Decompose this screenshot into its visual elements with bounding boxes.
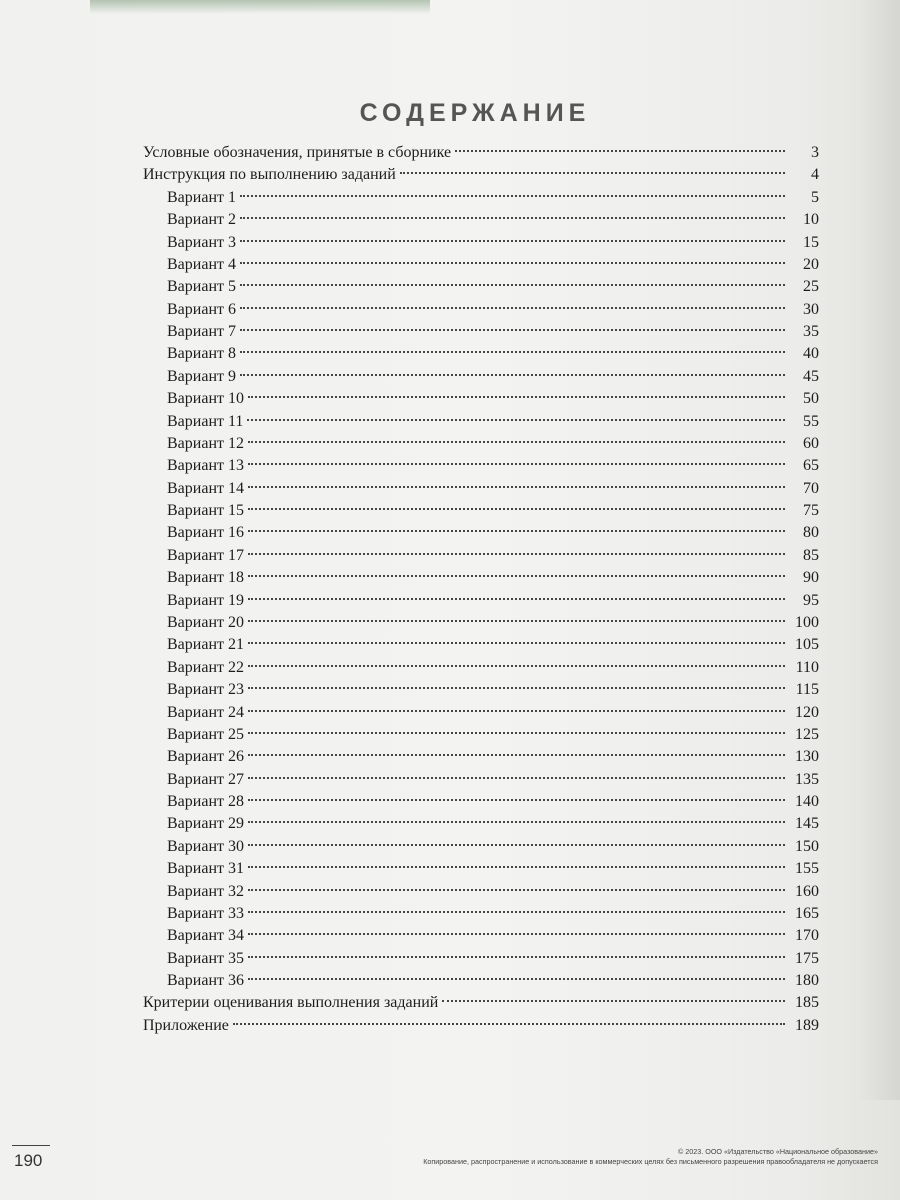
toc-variant-entry[interactable]	[167, 612, 819, 634]
toc-dot-leader	[248, 486, 785, 488]
toc-variant-entry[interactable]	[167, 948, 819, 970]
toc-section-entry[interactable]	[143, 142, 819, 164]
toc-variant-entry[interactable]	[167, 388, 819, 410]
copyright-line-publisher: © 2023. ООО «Издательство «Национальное образование»	[677, 1147, 878, 1156]
toc-entry-label: Вариант 34	[167, 927, 244, 945]
toc-variant-entry[interactable]	[167, 746, 819, 768]
toc-entry-page: 175	[795, 949, 819, 967]
toc-entry-label: Вариант 14	[167, 479, 244, 497]
toc-dot-leader	[248, 754, 785, 756]
toc-entry-page: 50	[803, 390, 819, 408]
toc-entry-label: Вариант 24	[167, 703, 244, 721]
toc-entry-label: Вариант 30	[167, 837, 244, 855]
toc-entry-label: Условные обозначения, принятые в сборнике	[143, 144, 452, 161]
toc-entry-page: 35	[803, 323, 819, 341]
toc-variant-entry[interactable]	[167, 276, 819, 298]
toc-dot-leader	[247, 419, 785, 421]
toc-entry-page: 25	[803, 278, 819, 296]
toc-section-entry[interactable]	[143, 164, 819, 186]
toc-variant-entry[interactable]	[167, 813, 819, 835]
toc-dot-leader	[248, 889, 785, 891]
toc-variant-entry[interactable]	[167, 522, 819, 544]
toc-variant-entry[interactable]	[167, 634, 819, 656]
toc-entry-page: 140	[795, 793, 819, 811]
toc-entry-label: Вариант 28	[167, 793, 244, 811]
toc-variant-entry[interactable]	[167, 321, 819, 343]
toc-entry-label: Вариант 19	[167, 591, 244, 609]
toc-entry-label: Вариант 22	[167, 658, 244, 676]
toc-entry-page: 120	[795, 703, 819, 721]
toc-dot-leader	[248, 553, 785, 555]
toc-entry-label: Вариант 23	[167, 681, 244, 699]
toc-entry-page: 155	[795, 860, 819, 878]
toc-variant-entry[interactable]	[167, 881, 819, 903]
toc-variant-entry[interactable]	[167, 925, 819, 947]
toc-dot-leader	[248, 463, 785, 465]
toc-dot-leader	[248, 799, 785, 801]
toc-entry-page: 105	[795, 636, 819, 654]
toc-entry-label: Вариант 9	[167, 367, 236, 385]
toc-dot-leader	[248, 687, 785, 689]
toc-variant-entry[interactable]	[167, 209, 819, 231]
toc-entry-page: 40	[803, 345, 819, 363]
toc-variant-entry[interactable]	[167, 455, 819, 477]
toc-variant-entry[interactable]	[167, 254, 819, 276]
toc-dot-leader	[240, 240, 785, 242]
toc-dot-leader	[233, 1023, 785, 1025]
toc-variant-entry[interactable]	[167, 411, 819, 433]
toc-entry-label: Вариант 33	[167, 904, 244, 922]
toc-dot-leader	[248, 598, 785, 600]
toc-entry-label: Вариант 18	[167, 569, 244, 587]
toc-dot-leader	[442, 1000, 785, 1002]
toc-section-entry[interactable]	[143, 1015, 819, 1037]
toc-entry-label: Вариант 32	[167, 882, 244, 900]
toc-variant-entry[interactable]	[167, 567, 819, 589]
toc-entry-label: Вариант 25	[167, 725, 244, 743]
toc-variant-entry[interactable]	[167, 858, 819, 880]
toc-entry-label: Вариант 2	[167, 211, 236, 229]
toc-dot-leader	[248, 508, 785, 510]
toc-entry-label: Вариант 1	[167, 188, 236, 206]
toc-entry-label: Вариант 13	[167, 457, 244, 475]
toc-entry-label: Вариант 29	[167, 815, 244, 833]
toc-entry-page: 20	[803, 255, 819, 273]
toc-entry-page: 110	[795, 658, 819, 676]
toc-dot-leader	[240, 217, 785, 219]
toc-entry-page: 135	[795, 770, 819, 788]
toc-entry-label: Вариант 20	[167, 613, 244, 631]
toc-entry-page: 75	[803, 502, 819, 520]
toc-entry-page: 145	[795, 815, 819, 833]
toc-entry-label: Вариант 21	[167, 636, 244, 654]
toc-variant-entry[interactable]	[167, 299, 819, 321]
toc-variant-entry[interactable]	[167, 970, 819, 992]
toc-entry-page: 45	[803, 367, 819, 385]
toc-entry-label: Вариант 5	[167, 278, 236, 296]
toc-dot-leader	[248, 978, 785, 980]
toc-dot-leader	[455, 150, 785, 152]
toc-entry-label: Вариант 27	[167, 770, 244, 788]
toc-entry-page: 60	[803, 434, 819, 452]
copyright-line-rights: Копирование, распространение и использование в коммерческих целях без письменного разрешения правообладателя не допускается	[423, 1157, 878, 1166]
toc-variant-entry[interactable]	[167, 478, 819, 500]
toc-entry-label: Вариант 15	[167, 502, 244, 520]
toc-entry-page: 189	[795, 1016, 819, 1034]
toc-entry-page: 130	[795, 748, 819, 766]
toc-variant-entry[interactable]	[167, 679, 819, 701]
toc-entry-page: 4	[811, 166, 819, 184]
toc-dot-leader	[240, 307, 785, 309]
toc-dot-leader	[248, 911, 785, 913]
toc-entry-label: Вариант 10	[167, 390, 244, 408]
toc-entry-label: Вариант 36	[167, 972, 244, 990]
toc-dot-leader	[248, 396, 785, 398]
toc-entry-label: Критерии оценивания выполнения заданий	[143, 994, 439, 1012]
toc-entry-label: Вариант 16	[167, 524, 244, 542]
toc-dot-leader	[400, 172, 785, 174]
toc-section-entry[interactable]	[143, 992, 819, 1014]
toc-entry-label: Приложение	[143, 1016, 229, 1034]
toc-dot-leader	[248, 821, 785, 823]
toc-entry-label: Инструкция по выполнению заданий	[143, 166, 396, 184]
toc-variant-entry[interactable]	[167, 232, 819, 254]
toc-entry-page: 55	[803, 412, 819, 430]
toc-dot-leader	[248, 732, 785, 734]
toc-entry-page: 70	[803, 479, 819, 497]
toc-variant-entry[interactable]	[167, 903, 819, 925]
toc-entry-page: 80	[803, 524, 819, 542]
toc-variant-entry[interactable]	[167, 724, 819, 746]
toc-variant-entry[interactable]	[167, 366, 819, 388]
toc-entry-page: 90	[803, 569, 819, 587]
toc-entry-page: 10	[803, 211, 819, 229]
toc-entry-page: 15	[803, 233, 819, 251]
toc-variant-entry[interactable]	[167, 590, 819, 612]
toc-dot-leader	[248, 777, 785, 779]
toc-dot-leader	[240, 284, 785, 286]
toc-dot-leader	[248, 844, 785, 846]
toc-entry-label: Вариант 17	[167, 546, 244, 564]
toc-dot-leader	[240, 351, 785, 353]
toc-variant-entry[interactable]	[167, 187, 819, 209]
toc-entry-label: Вариант 35	[167, 949, 244, 967]
toc-entry-page: 150	[795, 837, 819, 855]
toc-dot-leader	[248, 575, 785, 577]
toc-variant-entry[interactable]	[167, 769, 819, 791]
toc-variant-entry[interactable]	[167, 702, 819, 724]
toc-dot-leader	[248, 956, 785, 958]
toc-entry-page: 5	[811, 188, 819, 206]
toc-entry-page: 30	[803, 300, 819, 318]
toc-entry-label: Вариант 3	[167, 233, 236, 251]
toc-dot-leader	[248, 530, 785, 532]
toc-variant-entry[interactable]	[167, 836, 819, 858]
toc-variant-entry[interactable]	[167, 500, 819, 522]
toc-variant-entry[interactable]	[167, 433, 819, 455]
page-title: СОДЕРЖАНИЕ	[359, 99, 591, 127]
toc-entry-page: 165	[795, 904, 819, 922]
toc-entry-label: Вариант 4	[167, 255, 236, 273]
toc-entry-page: 185	[795, 994, 819, 1012]
toc-entry-page: 115	[795, 681, 819, 699]
toc-entry-page: 125	[795, 725, 819, 743]
toc-dot-leader	[248, 620, 785, 622]
footer-rule	[12, 1145, 50, 1146]
toc-entry-page: 160	[795, 882, 819, 900]
toc-entry-label: Вариант 12	[167, 434, 244, 452]
toc-dot-leader	[248, 866, 785, 868]
toc-entry-label: Вариант 7	[167, 323, 236, 341]
toc-entry-label: Вариант 26	[167, 748, 244, 766]
toc-entry-page: 3	[811, 144, 819, 161]
toc-dot-leader	[248, 441, 785, 443]
toc-dot-leader	[240, 195, 785, 197]
toc-dot-leader	[240, 374, 785, 376]
toc-variant-entry[interactable]	[167, 657, 819, 679]
toc-entry-page: 65	[803, 457, 819, 475]
toc-entry-page: 95	[803, 591, 819, 609]
toc-entry-label: Вариант 8	[167, 345, 236, 363]
toc-dot-leader	[240, 262, 785, 264]
toc-variant-entry[interactable]	[167, 343, 819, 365]
toc-dot-leader	[248, 710, 785, 712]
toc-dot-leader	[248, 642, 785, 644]
toc-entry-page: 180	[795, 972, 819, 990]
toc-entry-page: 100	[795, 613, 819, 631]
toc-entry-label: Вариант 6	[167, 300, 236, 318]
toc-entry-label: Вариант 11	[167, 412, 244, 430]
copyright-notice	[423, 1147, 878, 1167]
toc-dot-leader	[240, 329, 785, 331]
toc-entry-label: Вариант 31	[167, 860, 244, 878]
page-number: 190	[14, 1151, 43, 1170]
toc-dot-leader	[248, 665, 785, 667]
toc-entry-page: 170	[795, 927, 819, 945]
toc-dot-leader	[248, 933, 785, 935]
toc-variant-entry[interactable]	[167, 545, 819, 567]
toc-variant-entry[interactable]	[167, 791, 819, 813]
toc-entry-page: 85	[803, 546, 819, 564]
